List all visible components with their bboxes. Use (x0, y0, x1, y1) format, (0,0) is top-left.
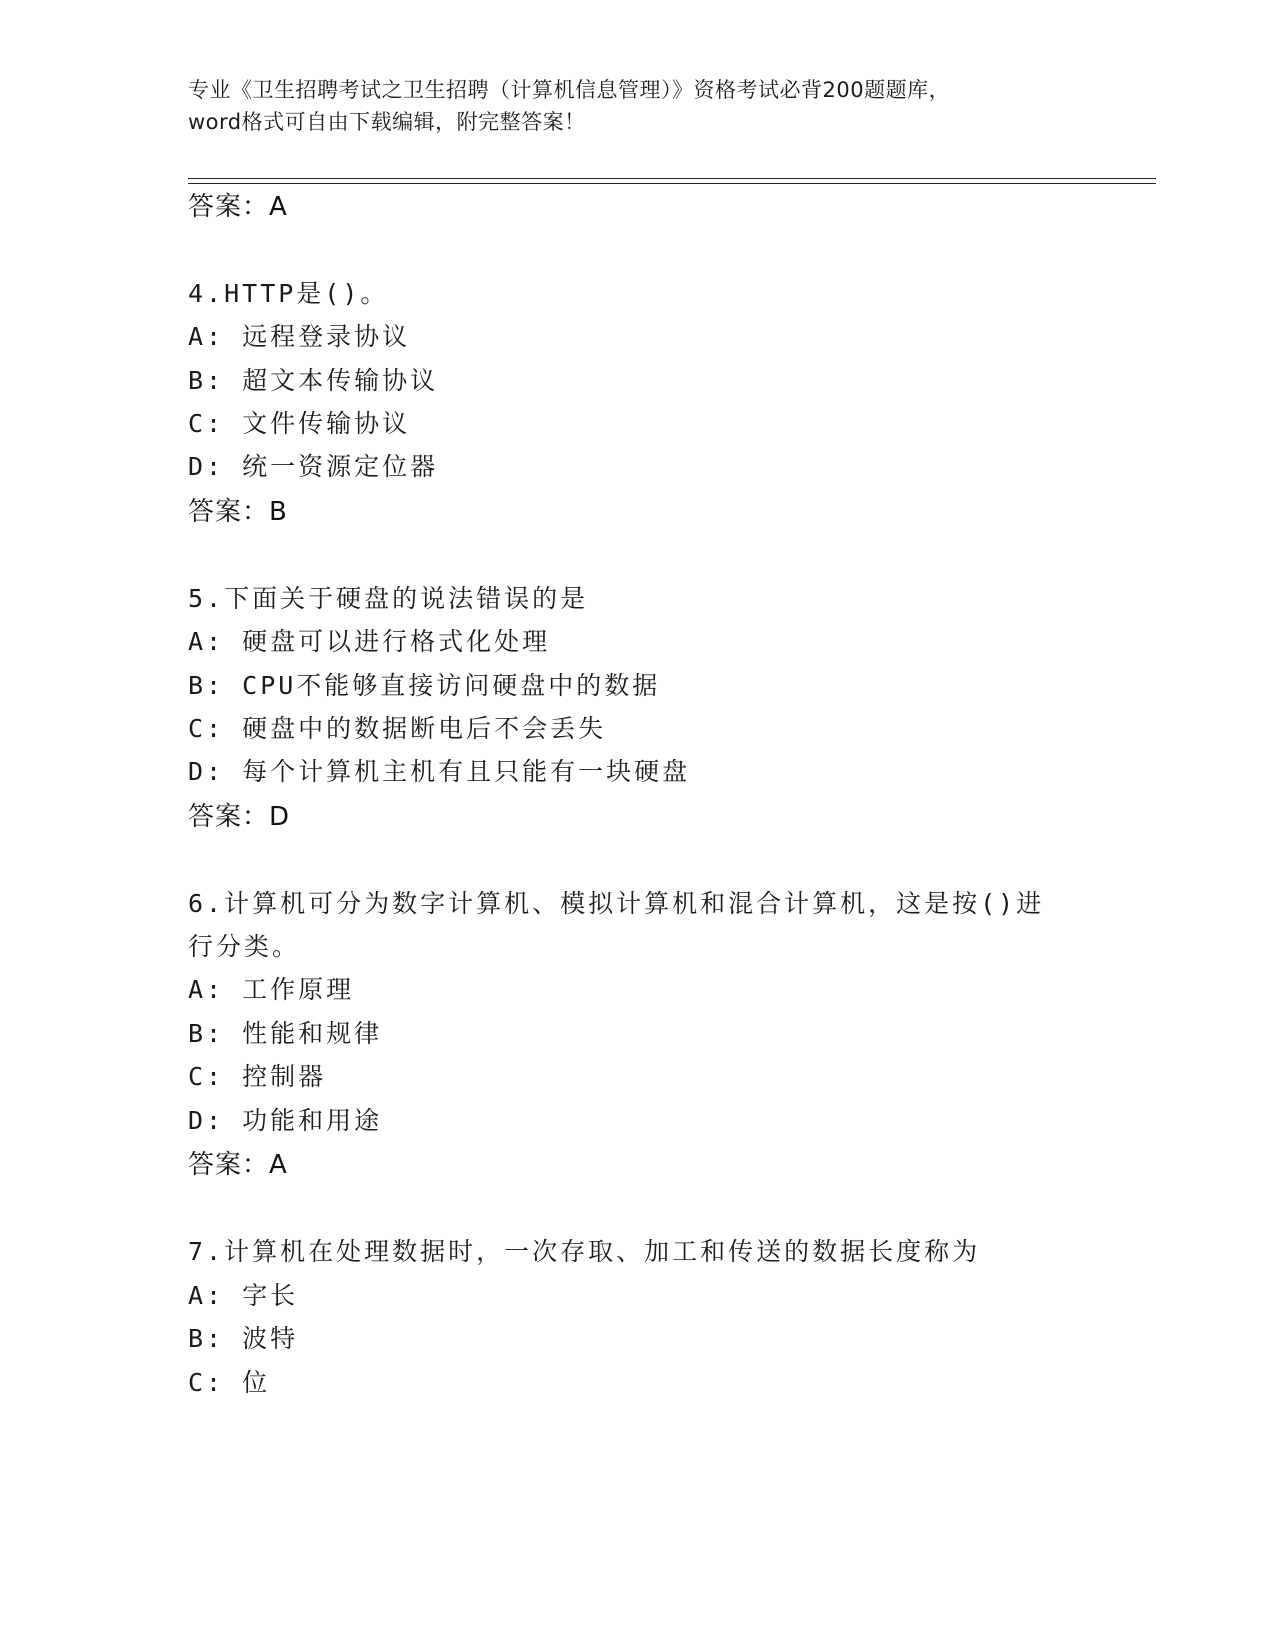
q4-option-a: A: 远程登录协议 (188, 322, 411, 351)
q6-option-a: A: 工作原理 (188, 975, 355, 1004)
q7-option-a: A: 字长 (188, 1281, 299, 1310)
header-line-2: word格式可自由下载编辑，附完整答案！ (188, 110, 586, 134)
q6-option-d: D: 功能和用途 (188, 1106, 383, 1135)
q4-option-c: C: 文件传输协议 (188, 409, 411, 438)
question-5: 5.下面关于硬盘的说法错误的是 (188, 584, 589, 613)
q4-option-b: B: 超文本传输协议 (188, 366, 439, 395)
q7-option-b: B: 波特 (188, 1324, 299, 1353)
q5-option-a: A: 硬盘可以进行格式化处理 (188, 627, 551, 656)
q7-option-c: C: 位 (188, 1368, 271, 1397)
q5-option-c: C: 硬盘中的数据断电后不会丢失 (188, 714, 607, 743)
q5-option-d: D: 每个计算机主机有且只能有一块硬盘 (188, 757, 691, 786)
q5-option-b: B: CPU不能够直接访问硬盘中的数据 (188, 671, 661, 700)
header-divider-bottom (188, 183, 1156, 184)
answer-q6: 答案：A (188, 1150, 288, 1180)
question-4: 4.HTTP是()。 (188, 279, 389, 308)
question-7: 7.计算机在处理数据时，一次存取、加工和传送的数据长度称为 (188, 1237, 981, 1266)
q6-option-c: C: 控制器 (188, 1062, 327, 1091)
answer-q4: 答案：B (188, 497, 288, 527)
header-divider-top (188, 178, 1156, 179)
header-line-1: 专业《卫生招聘考试之卫生招聘（计算机信息管理）》资格考试必背200题题库， (188, 78, 951, 102)
answer-q5: 答案：D (188, 802, 291, 832)
q6-option-b: B: 性能和规律 (188, 1019, 383, 1048)
question-6-line-2: 行分类。 (188, 932, 301, 961)
q4-option-d: D: 统一资源定位器 (188, 452, 439, 481)
answer-q3: 答案：A (188, 192, 288, 222)
document-header (188, 74, 1088, 138)
question-6-line-1: 6.计算机可分为数字计算机、模拟计算机和混合计算机，这是按()进 (188, 889, 1045, 918)
